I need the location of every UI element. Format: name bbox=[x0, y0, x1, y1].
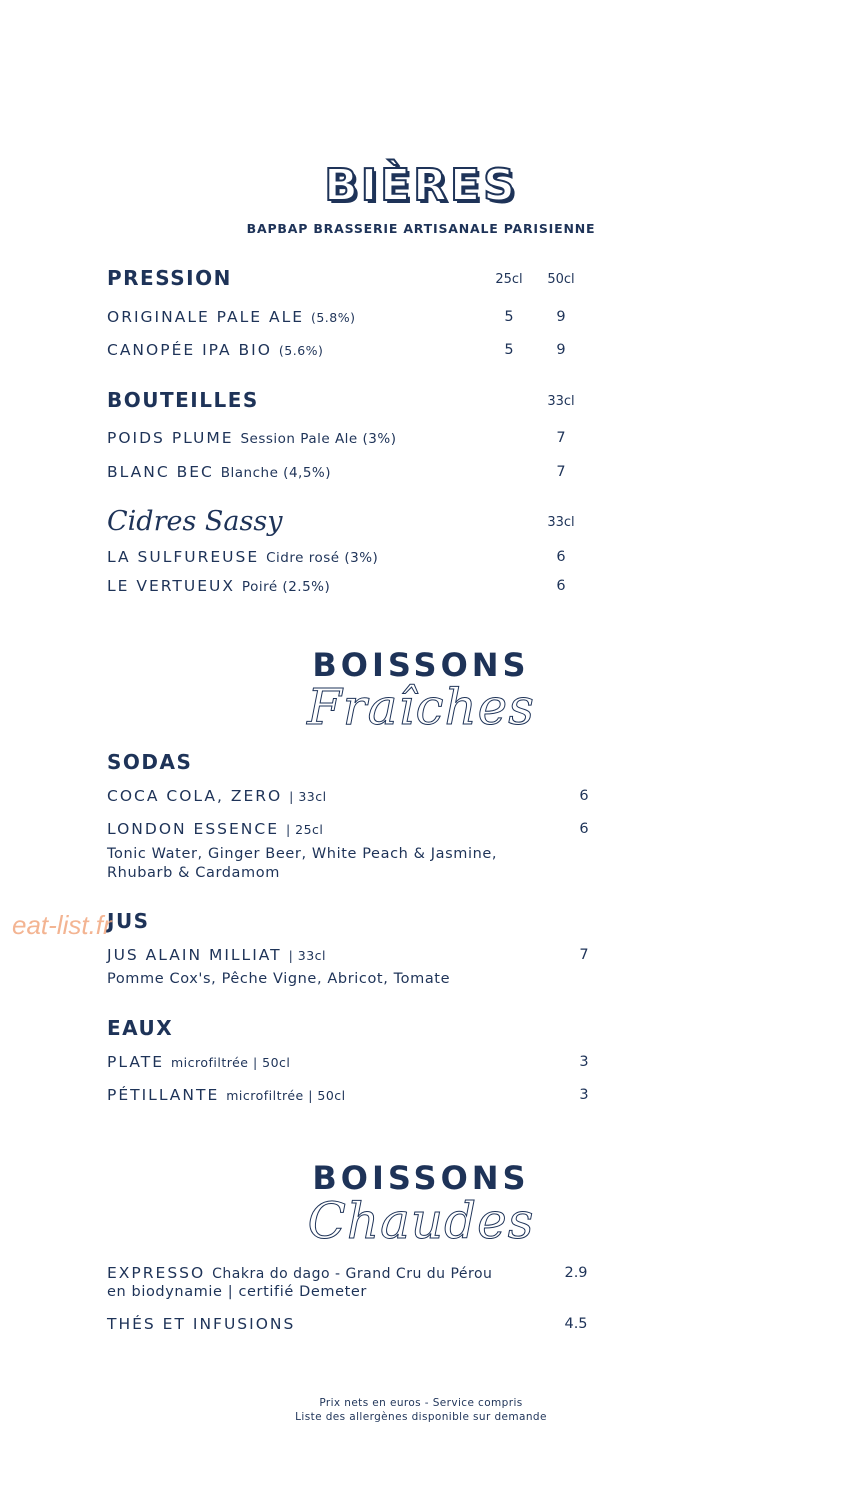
item-price: 9 bbox=[556, 309, 566, 325]
section-heading-script-fraiches: Fraîches bbox=[307, 678, 535, 736]
item-detail: Cidre rosé (3%) bbox=[266, 550, 379, 566]
item-detail: (5.8%) bbox=[310, 310, 356, 325]
item-description: en biodynamie | certifié Demeter bbox=[107, 1284, 367, 1300]
menu-item bbox=[107, 308, 355, 326]
item-price: 6 bbox=[579, 788, 589, 804]
item-name: LONDON ESSENCE bbox=[107, 820, 280, 838]
item-price: 2.9 bbox=[564, 1265, 588, 1281]
section-title-sodas: SODAS bbox=[107, 750, 193, 774]
item-detail: Session Pale Ale (3%) bbox=[240, 431, 397, 447]
item-detail: | 33cl bbox=[288, 948, 327, 963]
item-description: Tonic Water, Ginger Beer, White Peach & Jasmine, bbox=[107, 846, 498, 862]
section-title-jus: JUS bbox=[107, 909, 150, 933]
menu-item bbox=[107, 463, 331, 481]
size-header-25cl: 25cl bbox=[495, 272, 523, 287]
item-name: POIDS PLUME bbox=[107, 429, 234, 447]
item-price: 6 bbox=[556, 578, 566, 594]
item-detail: (5.6%) bbox=[278, 343, 324, 358]
size-header-50cl: 50cl bbox=[547, 272, 575, 287]
menu-item bbox=[107, 1053, 290, 1071]
item-description: Pomme Cox's, Pêche Vigne, Abricot, Tomate bbox=[107, 971, 451, 987]
item-price: 3 bbox=[579, 1054, 589, 1070]
item-price: 6 bbox=[556, 549, 566, 565]
item-name: EXPRESSO bbox=[107, 1264, 206, 1282]
item-price: 6 bbox=[579, 821, 589, 837]
footer-note: Prix nets en euros - Service compris bbox=[319, 1397, 523, 1409]
menu-item bbox=[107, 341, 323, 359]
watermark: eat-list.fr bbox=[12, 910, 112, 940]
item-description: Rhubarb & Cardamom bbox=[107, 865, 280, 881]
item-name: BLANC BEC bbox=[107, 463, 214, 481]
size-header-33cl: 33cl bbox=[547, 394, 575, 409]
item-detail: Blanche (4,5%) bbox=[220, 465, 332, 481]
item-price: 5 bbox=[504, 309, 514, 325]
menu-item bbox=[107, 577, 330, 595]
item-name: ORIGINALE PALE ALE bbox=[107, 308, 305, 326]
menu-item bbox=[107, 1264, 492, 1282]
item-name: CANOPÉE IPA BIO bbox=[107, 341, 272, 359]
page-subtitle: BAPBAP BRASSERIE ARTISANALE PARISIENNE bbox=[246, 221, 596, 236]
item-price: 7 bbox=[556, 464, 566, 480]
menu-item bbox=[107, 1315, 295, 1333]
page-title: BIÈRES bbox=[324, 160, 518, 211]
item-price: 3 bbox=[579, 1087, 589, 1103]
item-detail: | 25cl bbox=[285, 822, 324, 837]
item-price: 7 bbox=[556, 430, 566, 446]
item-name: PÉTILLANTE bbox=[107, 1086, 220, 1104]
menu-item bbox=[107, 946, 326, 964]
item-name: PLATE bbox=[107, 1053, 164, 1071]
item-detail: Poiré (2.5%) bbox=[241, 579, 331, 595]
section-title-pression: PRESSION bbox=[107, 266, 232, 290]
menu-item bbox=[107, 787, 327, 805]
item-price: 9 bbox=[556, 342, 566, 358]
item-price: 5 bbox=[504, 342, 514, 358]
menu-item bbox=[107, 1086, 346, 1104]
menu-item bbox=[107, 820, 323, 838]
item-name: JUS ALAIN MILLIAT bbox=[107, 946, 282, 964]
section-heading-script-chaudes: Chaudes bbox=[307, 1192, 535, 1250]
item-detail: Chakra do dago - Grand Cru du Pérou bbox=[212, 1266, 493, 1282]
item-price: 4.5 bbox=[564, 1316, 588, 1332]
item-name: THÉS ET INFUSIONS bbox=[107, 1315, 296, 1333]
section-title-eaux: EAUX bbox=[107, 1016, 174, 1040]
footer-note: Liste des allergènes disponible sur demande bbox=[295, 1411, 547, 1423]
size-header-33cl: 33cl bbox=[547, 515, 575, 530]
item-price: 7 bbox=[579, 947, 589, 963]
item-detail: | 33cl bbox=[289, 789, 327, 804]
item-name: LE VERTUEUX bbox=[107, 577, 235, 595]
section-title-bouteilles: BOUTEILLES bbox=[107, 388, 259, 412]
section-heading-boissons: BOISSONS bbox=[312, 646, 530, 684]
menu-item bbox=[107, 548, 378, 566]
menu-item bbox=[107, 429, 396, 447]
section-title-cidres: Cidres Sassy bbox=[107, 506, 283, 537]
item-detail: microfiltrée | 50cl bbox=[226, 1088, 346, 1103]
item-name: COCA COLA, ZERO bbox=[107, 787, 283, 805]
item-detail: microfiltrée | 50cl bbox=[170, 1055, 291, 1070]
item-name: LA SULFUREUSE bbox=[107, 548, 260, 566]
section-heading-boissons: BOISSONS bbox=[312, 1159, 530, 1197]
